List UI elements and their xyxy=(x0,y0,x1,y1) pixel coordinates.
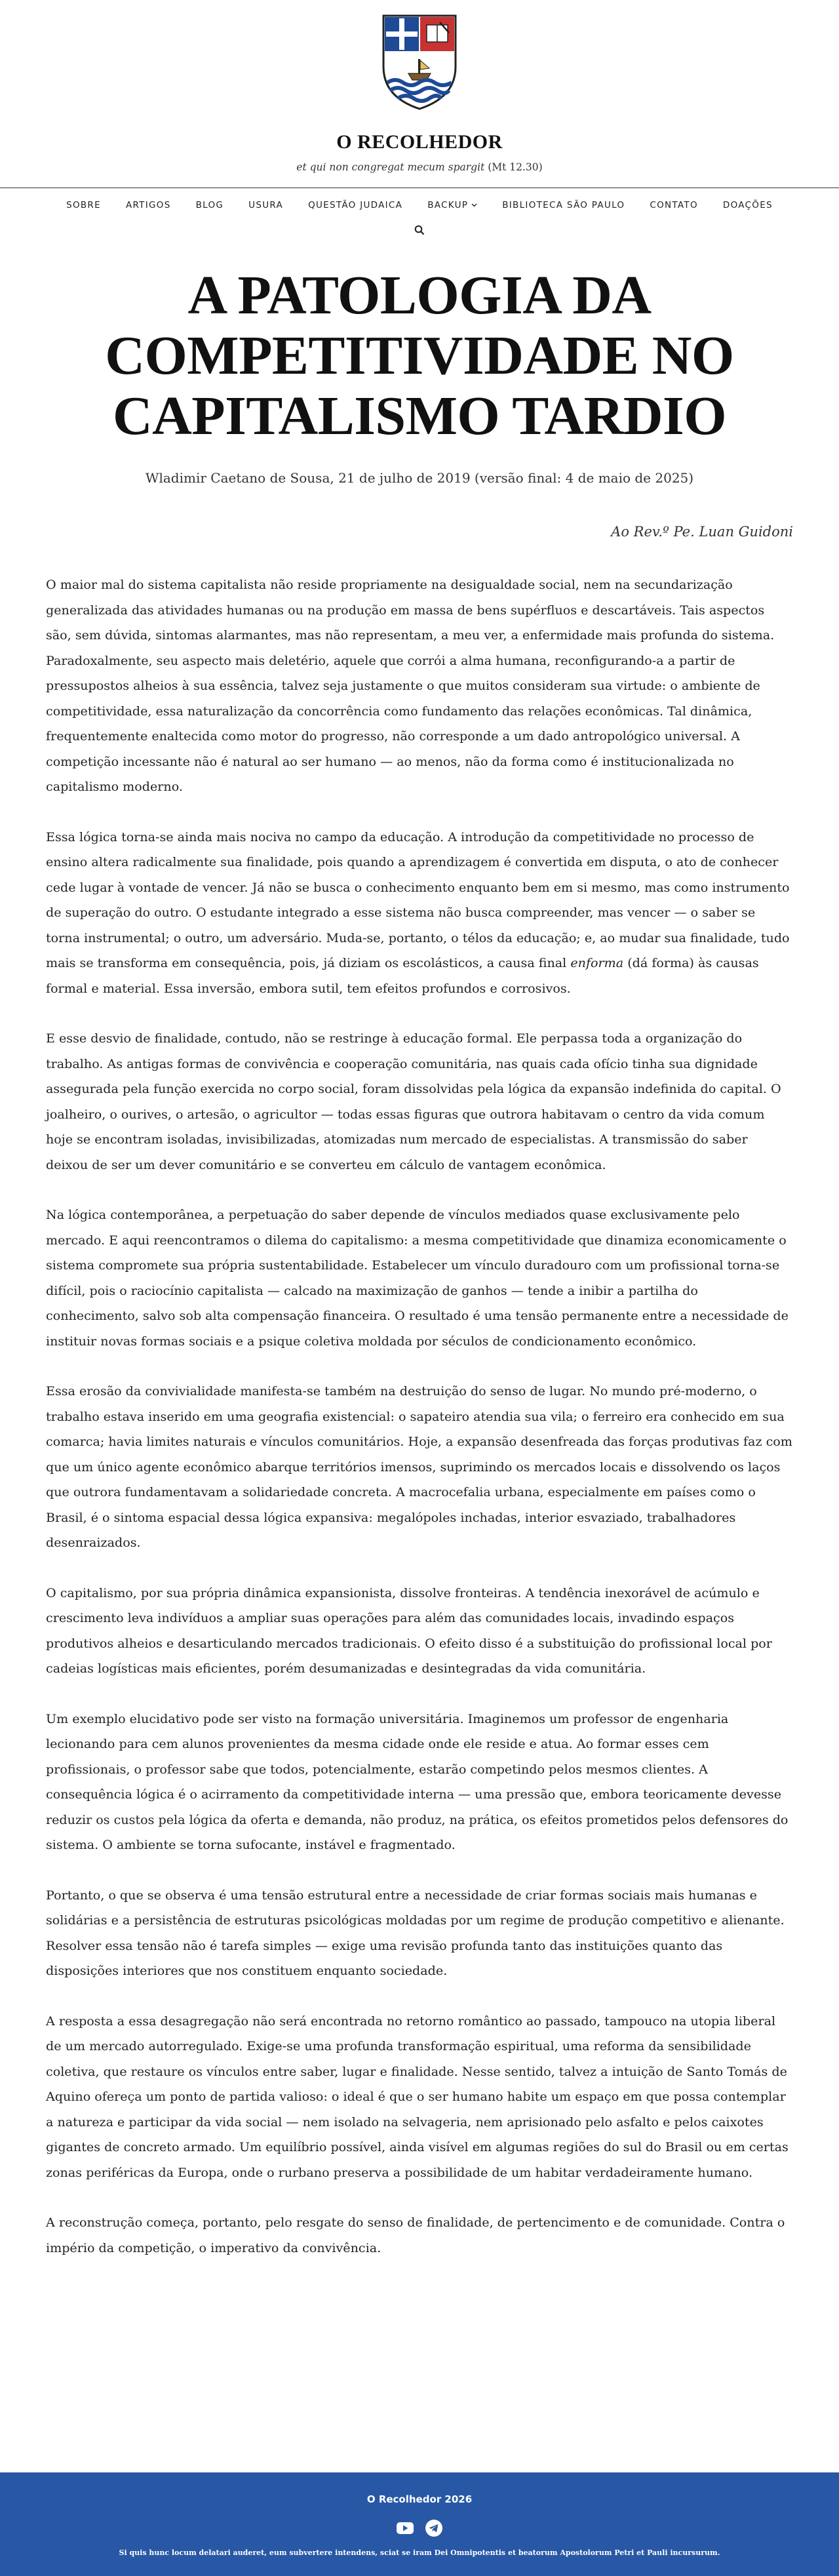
emphasis: enforma xyxy=(570,955,624,970)
nav-item-doacoes[interactable]: DOAÇÕES xyxy=(722,200,773,210)
site-title[interactable]: O RECOLHEDOR xyxy=(336,131,503,153)
article-title xyxy=(46,266,793,446)
tagline-text: et qui non congregat mecum spargit xyxy=(296,161,485,173)
youtube-icon[interactable] xyxy=(395,2518,415,2538)
nav-list xyxy=(0,200,839,210)
article-dedication: Ao Rev.º Pe. Luan Guidoni xyxy=(611,524,793,540)
nav-item-contato[interactable]: CONTATO xyxy=(650,200,698,210)
footer-motto: Si quis hunc locum delatari auderet, eum subvertere intendens, sciat se iram Dei Omnipotentis et beatorum Apostolorum Petri et Pauli incursurum. xyxy=(119,2548,720,2557)
nav-item-backup[interactable] xyxy=(427,200,477,210)
telegram-icon[interactable] xyxy=(424,2518,444,2538)
paragraph: E esse desvio de finalidade, contudo, não se restringe à educação formal. Ele perpassa toda a organização do trabalho. As antigas formas de convivência e cooperação comunitária, nas quais cada ofício tinha sua dignidade assegurada pela função exercida no corpo social, foram dissolvidas pela lógica da expansão indefinida do capital. O joalheiro, o ourives, o artesão, o agricultor — todas essas figuras que outrora habitavam o centro da vida comum hoje se encontram isoladas, invisibilizadas, atomizadas num mercado de especialistas. A transmissão do saber deixou de ser um dever comunitário e se converteu em cálculo de vantagem econômica. xyxy=(46,1031,781,1172)
main-navigation xyxy=(0,188,839,235)
title-line: COMPETITIVIDADE NO xyxy=(105,325,734,386)
footer-title: O Recolhedor 2026 xyxy=(366,2493,473,2505)
paragraph: Na lógica contemporânea, a perpetuação do saber depende de vínculos mediados quase exclusivamente pelo mercado. E aqui reencontramos o dilema do capitalismo: a mesma competitividade que dinamiza economicamente o sistema compromete sua própria sustentabilidade. Estabelecer um vínculo duradouro com um profissional torna-se difícil, pois o raciocínio capitalista — calcado na maximização de ganhos — tende a inibir a partilha do conhecimento, salvo sob alta compensação financeira. O resultado é uma tensão permanente entre a necessidade de instituir novas formas sociais e a psique coletiva moldada por séculos de condicionamento econômico. xyxy=(46,1207,789,1349)
paragraph: Portanto, o que se observa é uma tensão estrutural entre a necessidade de criar formas sociais mais humanas e solidárias e a persistência de estruturas psicológicas moldadas por um regime de produção competitivo e alienante. Resolver essa tensão não é tarefa simples — exige uma revisão profunda tanto das instituições quanto das disposições interiores que nos constituem enquanto sociedade. xyxy=(46,1887,785,1978)
title-line: A PATOLOGIA DA xyxy=(187,265,652,326)
nav-item-blog[interactable]: BLOG xyxy=(195,200,224,210)
social-links xyxy=(0,2518,839,2538)
paragraph: Um exemplo elucidativo pode ser visto na formação universitária. Imaginemos um professor de engenharia lecionando para cem alunos provenientes da mesma cidade onde ele reside e atua. Ao formar esses cem profissionais, o professor sabe que todos, potencialmente, estarão competindo pelos mesmos clientes. A consequência lógica é o acirramento da competitividade interna — uma pressão que, embora teoricamente devesse reduzir os custos pela lógica da oferta e demanda, não produz, na prática, os efeitos prometidos pelos defensores do sistema. O ambiente se torna sufocante, instável e fragmentado. xyxy=(46,1711,789,1852)
nav-item-sobre[interactable]: SOBRE xyxy=(66,200,101,210)
paragraph: Essa erosão da convivialidade manifesta-se também na destruição do senso de lugar. No mundo pré-moderno, o trabalho estava inserido em uma geografia existencial: o sapateiro atendia sua vila; o ferreiro era conhecido em sua comarca; havia limites naturais e vínculos comunitários. Hoje, a expansão desenfreada das forças produtivas faz com que um único agente econômico abarque territórios imensos, suprimindo os mercados locais e dissolvendo os laços que outrora fundamentavam a solidariedade concreta. A macrocefalia urbana, especialmente em países como o Brasil, é o sintoma espacial dessa lógica expansiva: megalópoles inchadas, interior esvaziado, trabalhadores desenraizados. xyxy=(46,1383,792,1550)
paragraph: A reconstrução começa, portanto, pelo resgate do senso de finalidade, de pertencimento e de comunidade. Contra o império da competição, o imperativo da convivência. xyxy=(46,2215,785,2255)
nav-item-questao-judaica[interactable]: QUESTÃO JUDAICA xyxy=(308,200,403,210)
chevron-down-icon xyxy=(471,203,477,207)
site-footer xyxy=(0,2472,839,2576)
nav-item-biblioteca-sao-paulo[interactable]: BIBLIOTECA SÃO PAULO xyxy=(502,200,625,210)
nav-item-backup-label: BACKUP xyxy=(427,200,469,210)
tagline-reference: (Mt 12.30) xyxy=(488,161,543,173)
paragraph: A resposta a essa desagregação não será encontrada no retorno romântico ao passado, tampouco na utopia liberal de um mercado autorregulado. Exige-se uma profunda transformação espiritual, uma reforma da sensibilidade coletiva, que restaure os vínculos entre saber, lugar e finalidade. Nesse sentido, talvez a intuição de Santo Tomás de Aquino ofereça um ponto de partida valioso: o ideal é que o ser humano habite um espaço em que possa contemplar a natureza e participar da vida social — nem isolado na selvageria, nem aprisionado pelo asfalto e pelos caixotes gigantes de concreto armado. Um equilíbrio possível, ainda visível em algumas regiões do sul do Brasil ou em certas zonas periféricas da Europa, onde o rurbano preserva a possibilidade de um habitar verdadeiramente humano. xyxy=(46,2013,789,2180)
title-line: CAPITALISMO TARDIO xyxy=(112,386,727,446)
nav-item-artigos[interactable]: ARTIGOS xyxy=(125,200,171,210)
nav-item-usura[interactable]: USURA xyxy=(248,200,284,210)
paragraph: O maior mal do sistema capitalista não reside propriamente na desigualdade social, nem na secundarização generalizada das atividades humanas ou na produção em massa de bens supérfluos e descartáveis. Tais aspectos são, sem dúvida, sintomas alarmantes, mas não representam, a meu ver, a enfermidade mais profunda do sistema. Paradoxalmente, seu aspecto mais deletério, aquele que corrói a alma humana, reconfigurando-a a partir de pressupostos alheios à sua essência, talvez seja justamente o que muitos consideram sua virtude: o ambiente de competitividade, essa naturalização da concorrência como fundamento das relações econômicas. Tal dinâmica, frequentemente enaltecida como motor do progresso, não corresponde a um dado antropológico universal. A competição incessante não é natural ao ser humano — ao menos, não da forma como é institucionalizada no capitalismo moderno. xyxy=(46,577,775,794)
paragraph: Essa lógica torna-se ainda mais nociva no campo da educação. A introdução da competitividade no processo de ensino altera radicalmente sua finalidade, pois quando a aprendizagem é convertida em disputa, o ato de conhecer cede lugar à vontade de vencer. Já não se busca o conhecimento enquanto bem em si mesmo, mas como instrumento de superação do outro. O estudante integrado a esse sistema não busca compreender, mas vencer — o saber se torna instrumental; o outro, um adversário. Muda-se, portanto, o télos da educação; e, ao mudar sua finalidade, tudo mais se transforma em consequência, pois, já diziam os escolásticos, a causa final enforma (dá forma) às causas formal e material. Essa inversão, embora sutil, tem efeitos profundos e corrosivos. xyxy=(46,829,790,996)
article xyxy=(46,266,793,2261)
article-byline: Wladimir Caetano de Sousa, 21 de julho de 2019 (versão final: 4 de maio de 2025) xyxy=(145,470,694,486)
article-body xyxy=(46,572,793,2261)
site-header xyxy=(0,0,839,173)
paragraph: O capitalismo, por sua própria dinâmica expansionista, dissolve fronteiras. A tendência inexorável de acúmulo e crescimento leva indivíduos a ampliar suas operações para além das comunidades locais, invadindo espaços produtivos alheios e desarticulando mercados tradicionais. O efeito disso é a substituição do profissional local por cadeias logísticas mais eficientes, porém desumanizadas e desintegradas da vida comunitária. xyxy=(46,1585,772,1676)
site-tagline xyxy=(0,161,839,173)
coat-of-arms-logo[interactable] xyxy=(381,13,458,111)
search-icon[interactable] xyxy=(414,225,425,235)
